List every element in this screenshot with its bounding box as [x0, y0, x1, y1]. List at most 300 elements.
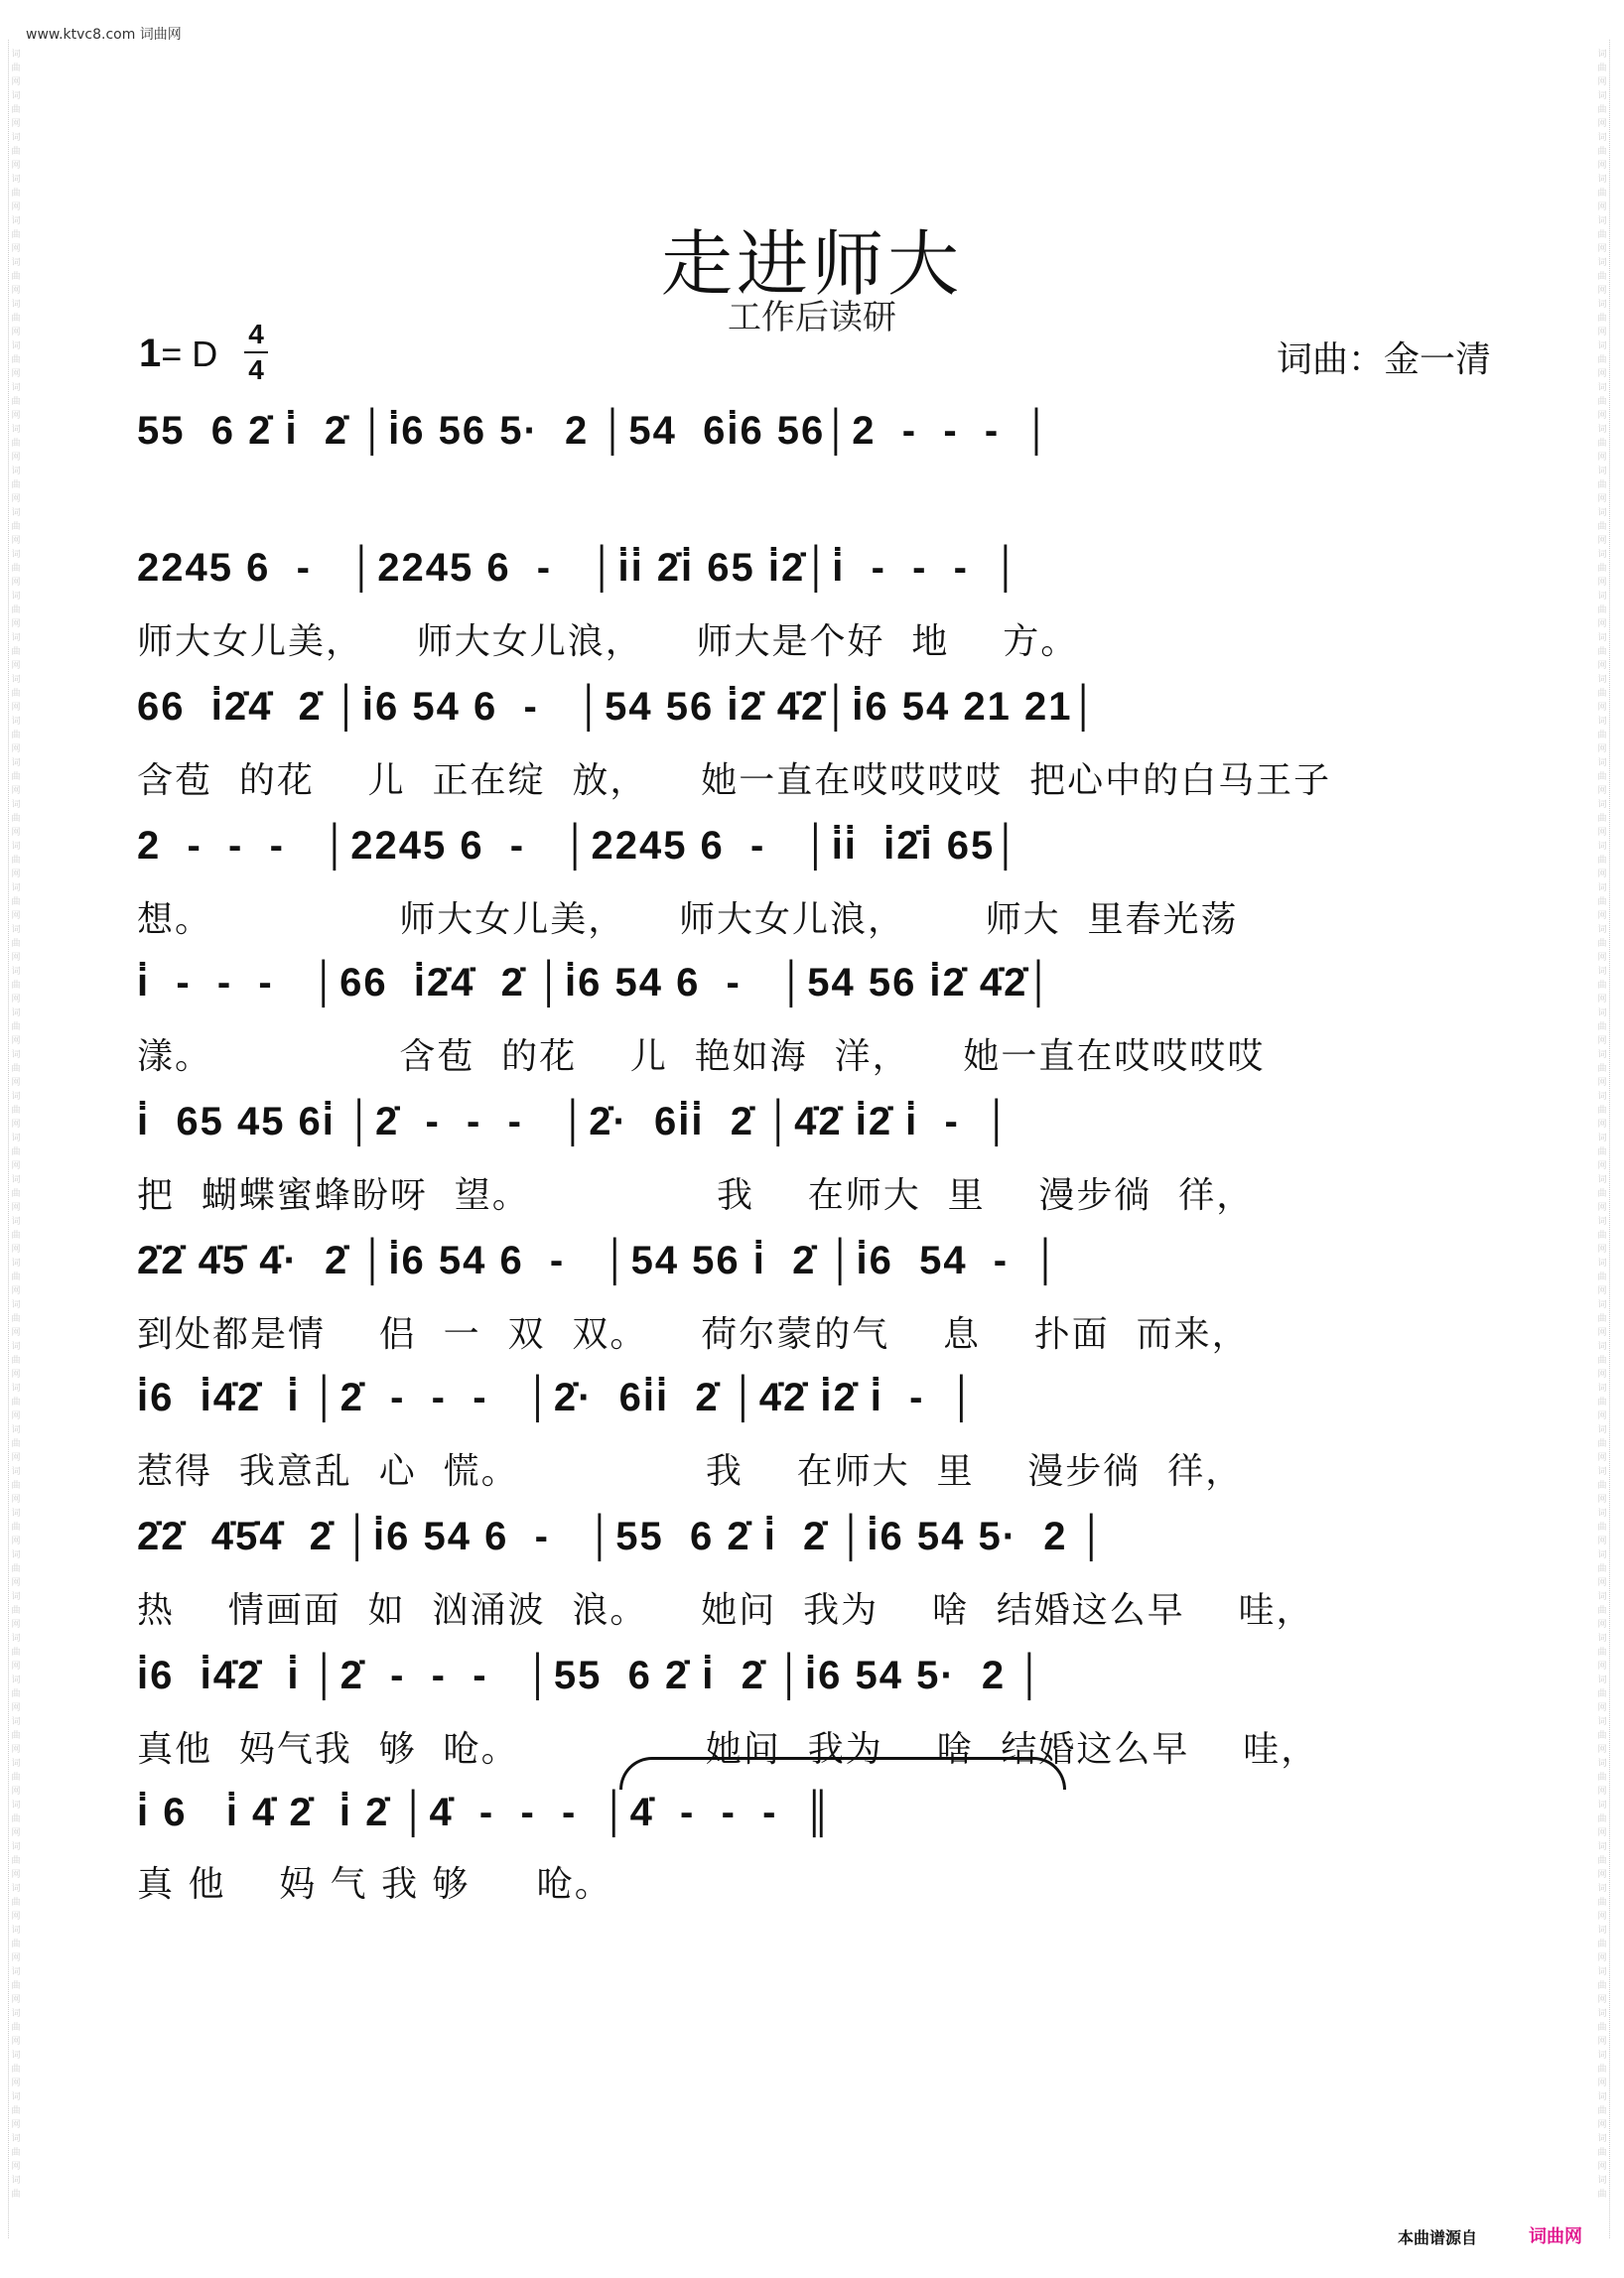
watermark-glyph: 词	[1597, 1467, 1607, 1477]
watermark-glyph: 词	[1597, 1884, 1607, 1894]
watermark-glyph: 网	[11, 1245, 21, 1255]
watermark-glyph: 曲	[11, 1481, 21, 1491]
watermark-glyph: 网	[1597, 1328, 1607, 1338]
watermark-glyph: 网	[11, 1578, 21, 1588]
watermark-glyph: 曲	[1597, 1356, 1607, 1366]
watermark-glyph: 网	[1597, 703, 1607, 713]
watermark-glyph: 曲	[1597, 1231, 1607, 1241]
watermark-glyph: 网	[1597, 2037, 1607, 2047]
watermark-glyph: 曲	[11, 981, 21, 991]
watermark-glyph: 网	[1597, 1578, 1607, 1588]
watermark-glyph: 曲	[1597, 1731, 1607, 1741]
watermark-glyph: 曲	[11, 1314, 21, 1324]
watermark-glyph: 词	[1597, 842, 1607, 852]
watermark-glyph: 曲	[1597, 981, 1607, 991]
watermark-glyph: 网	[11, 1953, 21, 1963]
watermark-glyph: 曲	[11, 1231, 21, 1241]
watermark-glyph: 词	[1597, 967, 1607, 977]
watermark-glyph: 词	[1597, 883, 1607, 893]
watermark-glyph: 曲	[1597, 314, 1607, 324]
watermark-glyph: 曲	[11, 2190, 21, 2200]
watermark-glyph: 词	[11, 2176, 21, 2186]
lyric-row: 师大女儿美， 师大女儿浪， 师大是个好 地 方。	[137, 621, 1079, 662]
watermark-glyph: 词	[1597, 1384, 1607, 1394]
watermark-glyph: 曲	[1597, 1481, 1607, 1491]
watermark-glyph: 网	[11, 411, 21, 421]
watermark-glyph: 词	[1597, 675, 1607, 685]
watermark-glyph: 曲	[11, 1689, 21, 1699]
watermark-glyph: 曲	[1597, 1898, 1607, 1908]
watermark-glyph: 词	[11, 1425, 21, 1435]
watermark-glyph: 网	[11, 2078, 21, 2088]
watermark-glyph: 词	[11, 675, 21, 685]
watermark-glyph: 词	[1597, 2092, 1607, 2102]
watermark-glyph: 词	[11, 2092, 21, 2102]
watermark-glyph: 网	[1597, 1245, 1607, 1255]
watermark-glyph: 网	[1597, 453, 1607, 463]
watermark-glyph: 网	[1597, 911, 1607, 921]
source-brand-logo[interactable]: 词曲网	[1529, 2226, 1582, 2247]
watermark-glyph: 网	[11, 119, 21, 129]
watermark-glyph: 网	[1597, 411, 1607, 421]
watermark-glyph: 曲	[1597, 1773, 1607, 1783]
watermark-glyph: 词	[11, 467, 21, 476]
watermark-glyph: 网	[11, 2162, 21, 2172]
watermark-glyph: 词	[1597, 1342, 1607, 1352]
watermark-glyph: 网	[11, 536, 21, 546]
watermark-glyph: 网	[11, 1078, 21, 1088]
watermark-glyph: 曲	[1597, 772, 1607, 782]
watermark-glyph: 网	[1597, 286, 1607, 296]
watermark-glyph: 词	[1597, 1300, 1607, 1310]
watermark-glyph: 曲	[11, 1022, 21, 1032]
watermark-glyph: 曲	[1597, 814, 1607, 824]
watermark-glyph: 词	[11, 216, 21, 226]
watermark-glyph: 曲	[1597, 1981, 1607, 1991]
watermark-glyph: 词	[11, 2009, 21, 2019]
watermark-glyph: 曲	[11, 1898, 21, 1908]
lyric-row: 想。 师大女儿美， 师大女儿浪， 师大 里春光荡	[137, 899, 1239, 940]
site-url[interactable]: www.ktvc8.com 词曲网	[26, 27, 182, 43]
song-title: 走进师大	[660, 222, 963, 306]
time-signature-top: 4	[248, 319, 264, 349]
watermark-glyph: 词	[11, 1842, 21, 1852]
watermark-glyph: 曲	[11, 1856, 21, 1866]
watermark-glyph: 词	[11, 967, 21, 977]
watermark-glyph: 网	[1597, 995, 1607, 1005]
watermark-glyph: 曲	[1597, 147, 1607, 157]
watermark-glyph: 网	[11, 1912, 21, 1922]
watermark-glyph: 曲	[11, 1106, 21, 1116]
watermark-glyph: 网	[1597, 536, 1607, 546]
notation-row: i̇ - - - │66 i̇2̇4̇ 2̇ │i̇6 54 6 - │54 56 i̇2̇ 4̇2̇│	[137, 961, 1055, 1005]
watermark-glyph: 网	[11, 786, 21, 796]
watermark-glyph: 曲	[1597, 1940, 1607, 1949]
watermark-glyph: 曲	[11, 2023, 21, 2033]
watermark-glyph: 词	[11, 1008, 21, 1018]
watermark-glyph: 词	[1597, 1425, 1607, 1435]
watermark-glyph: 曲	[11, 1064, 21, 1074]
watermark-glyph: 网	[1597, 1495, 1607, 1505]
watermark-glyph: 网	[11, 1203, 21, 1213]
watermark-glyph: 词	[11, 633, 21, 643]
watermark-glyph: 曲	[11, 1439, 21, 1449]
watermark-glyph: 网	[11, 1662, 21, 1672]
watermark-glyph: 词	[1597, 800, 1607, 810]
watermark-glyph: 词	[11, 2134, 21, 2144]
watermark-glyph: 曲	[11, 1398, 21, 1407]
watermark-glyph: 词	[1597, 717, 1607, 727]
watermark-glyph: 曲	[11, 1189, 21, 1199]
watermark-glyph: 网	[1597, 786, 1607, 796]
watermark-glyph: 词	[11, 925, 21, 935]
watermark-glyph: 曲	[1597, 1856, 1607, 1866]
watermark-glyph: 曲	[1597, 2065, 1607, 2075]
watermark-glyph: 网	[11, 1537, 21, 1546]
watermark-glyph: 网	[11, 953, 21, 963]
watermark-glyph: 词	[11, 800, 21, 810]
watermark-glyph: 曲	[11, 1564, 21, 1574]
watermark-glyph: 网	[11, 328, 21, 337]
watermark-glyph: 词	[11, 425, 21, 435]
watermark-glyph: 网	[11, 2120, 21, 2130]
watermark-glyph: 词	[1597, 633, 1607, 643]
watermark-glyph: 网	[1597, 1912, 1607, 1922]
watermark-glyph: 网	[1597, 1078, 1607, 1088]
watermark-glyph: 网	[11, 1453, 21, 1463]
watermark-glyph: 词	[1597, 1259, 1607, 1269]
time-signature-bar	[244, 351, 268, 353]
watermark-glyph: 曲	[11, 2065, 21, 2075]
watermark-glyph: 曲	[1597, 272, 1607, 282]
watermark-glyph: 网	[1597, 619, 1607, 629]
lyric-row: 含苞 的花 儿 正在绽 放， 她一直在哎哎哎哎 把心中的白马王子	[137, 760, 1332, 801]
lyric-row: 真 他 妈 气 我 够 呛。	[137, 1864, 612, 1905]
watermark-glyph: 曲	[11, 2106, 21, 2116]
watermark-glyph: 网	[1597, 119, 1607, 129]
watermark-glyph: 词	[11, 175, 21, 185]
watermark-glyph: 曲	[11, 105, 21, 115]
watermark-glyph: 网	[1597, 328, 1607, 337]
watermark-glyph: 词	[1597, 216, 1607, 226]
watermark-glyph: 曲	[11, 147, 21, 157]
notation-row: 2245 6 - │2245 6 - │i̇i̇ 2̇i̇ 65 i̇2̇│i̇ - - - │	[137, 546, 1022, 590]
watermark-glyph: 词	[1597, 91, 1607, 101]
watermark-glyph: 词	[11, 2051, 21, 2061]
watermark-glyph: 词	[1597, 592, 1607, 602]
watermark-glyph: 词	[1597, 1050, 1607, 1060]
notation-row: i̇ 6 i̇ 4̇ 2̇ i̇ 2̇ │4̇ - - - │4̇ - - - ║	[137, 1791, 835, 1834]
watermark-glyph: 网	[1597, 1286, 1607, 1296]
watermark-glyph: 曲	[11, 480, 21, 490]
watermark-glyph: 网	[11, 911, 21, 921]
watermark-glyph: 词	[11, 91, 21, 101]
watermark-glyph: 词	[1597, 758, 1607, 768]
watermark-glyph: 网	[1597, 661, 1607, 671]
watermark-glyph: 词	[1597, 1675, 1607, 1685]
watermark-glyph: 词	[11, 1550, 21, 1560]
watermark-glyph: 曲	[11, 1356, 21, 1366]
key-name: = D	[161, 334, 218, 374]
watermark-glyph: 曲	[11, 897, 21, 907]
watermark-glyph: 网	[11, 870, 21, 879]
watermark-glyph: 词	[11, 592, 21, 602]
watermark-glyph: 词	[1597, 1509, 1607, 1519]
watermark-glyph: 网	[11, 369, 21, 379]
watermark-glyph: 网	[1597, 1953, 1607, 1963]
watermark-glyph: 网	[1597, 494, 1607, 504]
watermark-glyph: 网	[11, 828, 21, 838]
watermark-glyph: 曲	[11, 814, 21, 824]
watermark-glyph: 词	[11, 383, 21, 393]
watermark-glyph: 词	[1597, 175, 1607, 185]
watermark-glyph: 曲	[1597, 105, 1607, 115]
watermark-glyph: 词	[1597, 1134, 1607, 1143]
watermark-glyph: 词	[1597, 1717, 1607, 1727]
watermark-glyph: 网	[11, 1411, 21, 1421]
watermark-glyph: 词	[1597, 425, 1607, 435]
watermark-glyph: 曲	[1597, 647, 1607, 657]
watermark-glyph: 曲	[11, 272, 21, 282]
watermark-glyph: 词	[11, 550, 21, 560]
watermark-glyph: 网	[11, 995, 21, 1005]
watermark-glyph: 曲	[1597, 1398, 1607, 1407]
watermark-glyph: 网	[11, 1120, 21, 1130]
tie-mark	[619, 1757, 1066, 1790]
watermark-glyph: 曲	[11, 397, 21, 407]
watermark-glyph: 曲	[11, 189, 21, 199]
watermark-glyph: 曲	[11, 605, 21, 615]
notation-row: i̇ 65 45 6i̇ │2̇ - - - │2̇· 6i̇i̇ 2̇ │4̇2̇ i̇2̇ i̇ - │	[137, 1100, 1014, 1143]
watermark-glyph: 曲	[1597, 564, 1607, 574]
watermark-glyph: 网	[1597, 1411, 1607, 1421]
watermark-glyph: 词	[1597, 550, 1607, 560]
time-signature-bottom: 4	[248, 354, 264, 385]
watermark-glyph: 网	[1597, 2120, 1607, 2130]
watermark-glyph: 词	[1597, 300, 1607, 310]
watermark-glyph: 词	[1597, 508, 1607, 518]
watermark-glyph: 曲	[11, 522, 21, 532]
song-subtitle: 工作后读研	[728, 298, 896, 337]
watermark-glyph: 网	[1597, 953, 1607, 963]
watermark-glyph: 词	[1597, 1634, 1607, 1644]
lyric-row: 漾。 含苞 的花 儿 艳如海 洋， 她一直在哎哎哎哎	[137, 1036, 1266, 1077]
watermark-glyph: 曲	[1597, 522, 1607, 532]
watermark-glyph: 词	[1597, 2134, 1607, 2144]
watermark-glyph: 曲	[1597, 731, 1607, 740]
watermark-glyph: 词	[11, 1092, 21, 1102]
watermark-glyph: 网	[1597, 1662, 1607, 1672]
notation-row: i̇6 i̇4̇2̇ i̇ │2̇ - - - │2̇· 6i̇i̇ 2̇ │4̇2̇ i̇2̇ i̇ - │	[137, 1376, 978, 1419]
watermark-glyph: 词	[11, 1134, 21, 1143]
watermark-glyph: 词	[11, 1300, 21, 1310]
notation-row: i̇6 i̇4̇2̇ i̇ │2̇ - - - │55 6 2̇ i̇ 2̇ │i̇6 54 5· 2 │	[137, 1654, 1046, 1697]
watermark-glyph: 词	[11, 1050, 21, 1060]
lyric-row: 真他 妈气我 够 呛。 她问 我为 啥 结婚这么早 哇，	[137, 1729, 1319, 1770]
watermark-glyph: 曲	[11, 1648, 21, 1658]
watermark-glyph: 词	[1597, 1592, 1607, 1602]
watermark-glyph: 曲	[11, 2148, 21, 2158]
watermark-glyph: 词	[11, 1384, 21, 1394]
watermark-glyph: 网	[11, 1328, 21, 1338]
watermark-glyph: 词	[11, 1342, 21, 1352]
watermark-glyph: 词	[11, 1259, 21, 1269]
watermark-glyph: 曲	[1597, 1523, 1607, 1533]
watermark-glyph: 网	[1597, 1787, 1607, 1797]
watermark-glyph: 曲	[11, 731, 21, 740]
watermark-glyph: 曲	[11, 1814, 21, 1824]
watermark-glyph: 网	[1597, 1370, 1607, 1380]
watermark-glyph: 曲	[1597, 1606, 1607, 1616]
watermark-glyph: 词	[11, 842, 21, 852]
watermark-glyph: 网	[11, 77, 21, 87]
watermark-glyph: 曲	[11, 355, 21, 365]
watermark-glyph: 曲	[11, 1773, 21, 1783]
watermark-glyph: 网	[1597, 1453, 1607, 1463]
watermark-glyph: 网	[11, 494, 21, 504]
watermark-glyph: 词	[11, 1801, 21, 1810]
watermark-glyph: 词	[1597, 1550, 1607, 1560]
watermark-glyph: 网	[1597, 1120, 1607, 1130]
watermark-glyph: 曲	[1597, 355, 1607, 365]
watermark-glyph: 词	[1597, 1842, 1607, 1852]
watermark-glyph: 曲	[1597, 64, 1607, 73]
watermark-glyph: 词	[1597, 925, 1607, 935]
watermark-glyph: 词	[1597, 50, 1607, 60]
watermark-glyph: 词	[11, 1509, 21, 1519]
watermark-glyph: 词	[1597, 341, 1607, 351]
watermark-glyph: 曲	[11, 564, 21, 574]
watermark-glyph: 词	[11, 1926, 21, 1936]
watermark-glyph: 词	[1597, 2051, 1607, 2061]
watermark-glyph: 曲	[11, 1147, 21, 1157]
watermark-glyph: 词	[1597, 383, 1607, 393]
watermark-glyph: 网	[1597, 828, 1607, 838]
watermark-glyph: 网	[11, 1036, 21, 1046]
watermark-glyph: 网	[1597, 2078, 1607, 2088]
time-signature	[244, 320, 268, 385]
watermark-glyph: 词	[1597, 258, 1607, 268]
watermark-glyph: 词	[1597, 2176, 1607, 2186]
watermark-glyph: 网	[11, 453, 21, 463]
watermark-glyph: 词	[11, 1592, 21, 1602]
watermark-glyph: 网	[1597, 244, 1607, 254]
watermark-glyph: 词	[11, 1467, 21, 1477]
watermark-glyph: 曲	[11, 856, 21, 866]
watermark-glyph: 词	[11, 1217, 21, 1227]
watermark-glyph: 曲	[1597, 1314, 1607, 1324]
watermark-glyph: 词	[1597, 1175, 1607, 1185]
watermark-glyph: 网	[1597, 870, 1607, 879]
watermark-glyph: 网	[11, 578, 21, 588]
watermark-glyph: 网	[11, 1828, 21, 1838]
watermark-glyph: 词	[1597, 133, 1607, 143]
watermark-glyph: 词	[11, 1675, 21, 1685]
watermark-glyph: 曲	[1597, 230, 1607, 240]
watermark-glyph: 曲	[11, 439, 21, 449]
watermark-glyph: 词	[11, 1759, 21, 1769]
notation-row: 2 - - - │2245 6 - │2245 6 - │i̇i̇ i̇2̇i̇ 65│	[137, 824, 1022, 868]
watermark-glyph: 网	[11, 661, 21, 671]
watermark-glyph: 曲	[11, 647, 21, 657]
watermark-glyph: 词	[11, 508, 21, 518]
left-watermark-strip	[8, 40, 23, 2238]
watermark-glyph: 网	[1597, 77, 1607, 87]
watermark-glyph: 词	[1597, 2009, 1607, 2019]
watermark-glyph: 网	[11, 1495, 21, 1505]
watermark-glyph: 曲	[11, 230, 21, 240]
watermark-glyph: 网	[1597, 1828, 1607, 1838]
notation-row: 55 6 2̇ i̇ 2̇ │i̇6 56 5· 2 │54 6i̇6 56│2 - - - │	[137, 409, 1053, 453]
watermark-glyph: 曲	[1597, 939, 1607, 949]
watermark-glyph: 网	[1597, 1870, 1607, 1880]
watermark-glyph: 词	[11, 133, 21, 143]
watermark-glyph: 网	[11, 1870, 21, 1880]
watermark-glyph: 网	[11, 244, 21, 254]
watermark-glyph: 网	[1597, 2162, 1607, 2172]
watermark-glyph: 词	[1597, 1092, 1607, 1102]
watermark-glyph: 网	[1597, 1745, 1607, 1755]
watermark-glyph: 曲	[11, 772, 21, 782]
watermark-glyph: 词	[11, 1967, 21, 1977]
watermark-glyph: 曲	[1597, 1189, 1607, 1199]
watermark-glyph: 网	[1597, 744, 1607, 754]
watermark-glyph: 词	[11, 341, 21, 351]
watermark-glyph: 网	[11, 2037, 21, 2047]
key-signature	[139, 332, 217, 376]
watermark-glyph: 词	[11, 258, 21, 268]
watermark-glyph: 词	[11, 717, 21, 727]
watermark-glyph: 网	[11, 1161, 21, 1171]
watermark-glyph: 曲	[1597, 1648, 1607, 1658]
watermark-glyph: 词	[1597, 467, 1607, 476]
watermark-glyph: 网	[11, 744, 21, 754]
notation-row: 2̇2̇ 4̇5̇ 4̇· 2̇ │i̇6 54 6 - │54 56 i̇ 2̇ │i̇6 54 - │	[137, 1239, 1062, 1282]
watermark-glyph: 词	[11, 50, 21, 60]
notation-row: 66 i̇2̇4̇ 2̇ │i̇6 54 6 - │54 56 i̇2̇ 4̇2̇│i̇6 54 21 21│	[137, 685, 1100, 729]
key-tonic-number: 1	[139, 332, 162, 375]
watermark-glyph: 词	[1597, 1801, 1607, 1810]
watermark-glyph: 曲	[11, 1523, 21, 1533]
watermark-glyph: 词	[11, 883, 21, 893]
watermark-glyph: 曲	[1597, 189, 1607, 199]
watermark-glyph: 曲	[1597, 1106, 1607, 1116]
watermark-glyph: 曲	[1597, 1273, 1607, 1282]
watermark-glyph: 网	[1597, 1036, 1607, 1046]
watermark-glyph: 词	[11, 758, 21, 768]
watermark-glyph: 曲	[1597, 439, 1607, 449]
watermark-glyph: 曲	[1597, 2106, 1607, 2116]
watermark-glyph: 网	[1597, 1620, 1607, 1630]
watermark-glyph: 曲	[1597, 2023, 1607, 2033]
watermark-glyph: 曲	[1597, 605, 1607, 615]
watermark-glyph: 词	[1597, 1926, 1607, 1936]
watermark-glyph: 曲	[1597, 856, 1607, 866]
watermark-glyph: 词	[11, 1884, 21, 1894]
watermark-glyph: 网	[1597, 202, 1607, 212]
watermark-glyph: 网	[11, 286, 21, 296]
watermark-glyph: 曲	[11, 1981, 21, 1991]
watermark-glyph: 词	[11, 1717, 21, 1727]
watermark-glyph: 网	[11, 161, 21, 171]
watermark-glyph: 词	[11, 300, 21, 310]
watermark-glyph: 网	[11, 1620, 21, 1630]
watermark-glyph: 网	[11, 1787, 21, 1797]
watermark-glyph: 曲	[1597, 897, 1607, 907]
watermark-glyph: 曲	[1597, 1564, 1607, 1574]
watermark-glyph: 曲	[11, 1273, 21, 1282]
watermark-glyph: 网	[11, 619, 21, 629]
